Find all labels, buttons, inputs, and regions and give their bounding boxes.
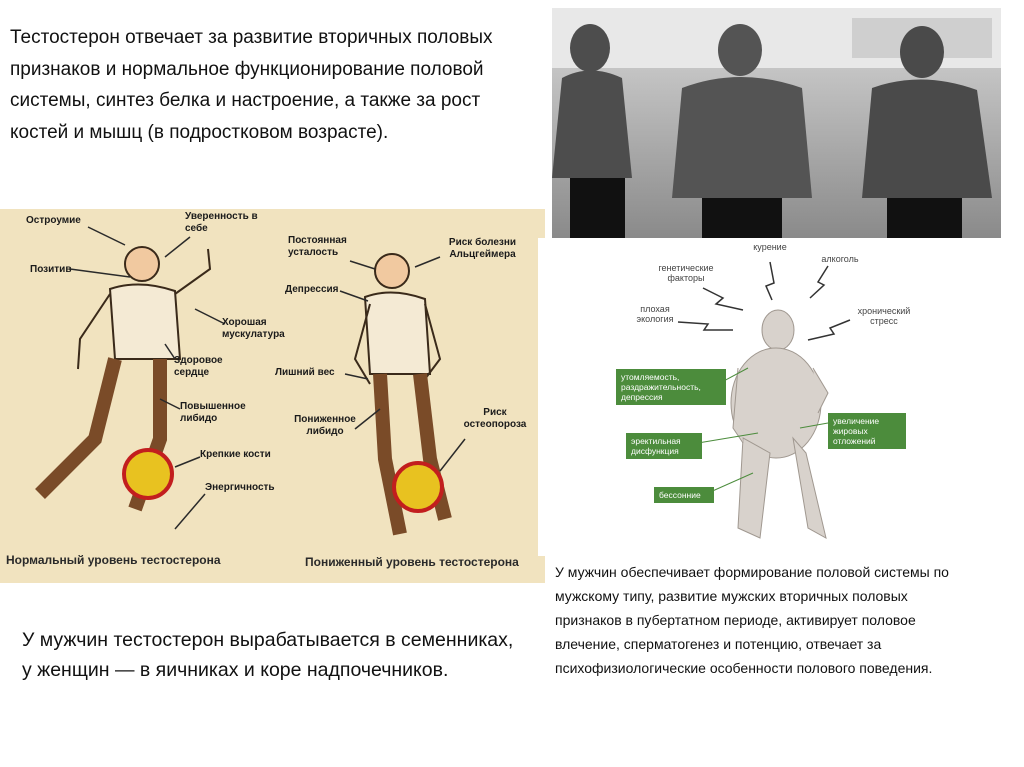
label-ecology: плохая экология [636, 304, 674, 324]
illustration-drawing [0, 209, 545, 583]
label-low-libido: Пониженное либидо [294, 414, 356, 437]
label-confidence: Уверенность в себе [185, 211, 258, 234]
risk-factors-diagram [538, 238, 1024, 556]
box-fat-increase: увеличение жировых отложений [828, 413, 906, 449]
label-muscles: Хорошая мускулатура [222, 317, 285, 340]
label-smoking: курение [753, 242, 787, 252]
label-excess-weight: Лишний вес [275, 367, 335, 378]
box-erectile-dysfunction: эректильная дисфункция [626, 433, 702, 459]
muscular-men-photo [552, 8, 1001, 238]
label-healthy-heart: Здоровое сердце [174, 355, 223, 378]
label-high-libido: Повышенное либидо [180, 401, 246, 424]
label-fatigue: Постоянная усталость [288, 235, 347, 258]
label-depression: Депрессия [285, 284, 339, 295]
label-alcohol: алкоголь [821, 254, 859, 264]
box-insomnia: бессонние [654, 487, 714, 503]
intro-paragraph: Тестостерон отвечает за развитие вторичных половых признаков и нормальное функционирование половой системы, синтез белка и настроение, а также за рост костей и мышц (в подростковом возрасте). [10, 27, 493, 143]
label-genetic: генетические факторы [658, 263, 714, 283]
label-stress: хронический стресс [857, 306, 911, 326]
label-strong-bones: Крепкие кости [200, 449, 271, 460]
production-paragraph: У мужчин тестостерон вырабатывается в семенниках, у женщин — в яичниках и коре надпочечников. [22, 629, 514, 681]
label-positive: Позитив [30, 264, 72, 275]
label-alzheimer: Риск болезни Альцгеймера [448, 237, 517, 260]
caption-normal-level: Нормальный уровень тестостерона [6, 553, 221, 567]
diagram-drawing [538, 238, 1024, 556]
label-osteoporosis: Риск остеопороза [463, 407, 527, 430]
label-wit: Остроумие [26, 215, 81, 226]
box-fatigue: утомляемость, раздражительность, депрессия [616, 369, 726, 405]
testosterone-illustration [0, 209, 545, 583]
label-energy: Энергичность [205, 482, 275, 493]
function-paragraph: У мужчин обеспечивает формирование половой системы по мужскому типу, развитие мужских вторичных половых признаков в пубертатном периоде, активирует половое влечение, сперматогенез и потенцию, отвечает за психофизиологические особенности полового поведения. [555, 564, 949, 676]
caption-low-level: Пониженный уровень тестостерона [305, 555, 519, 569]
